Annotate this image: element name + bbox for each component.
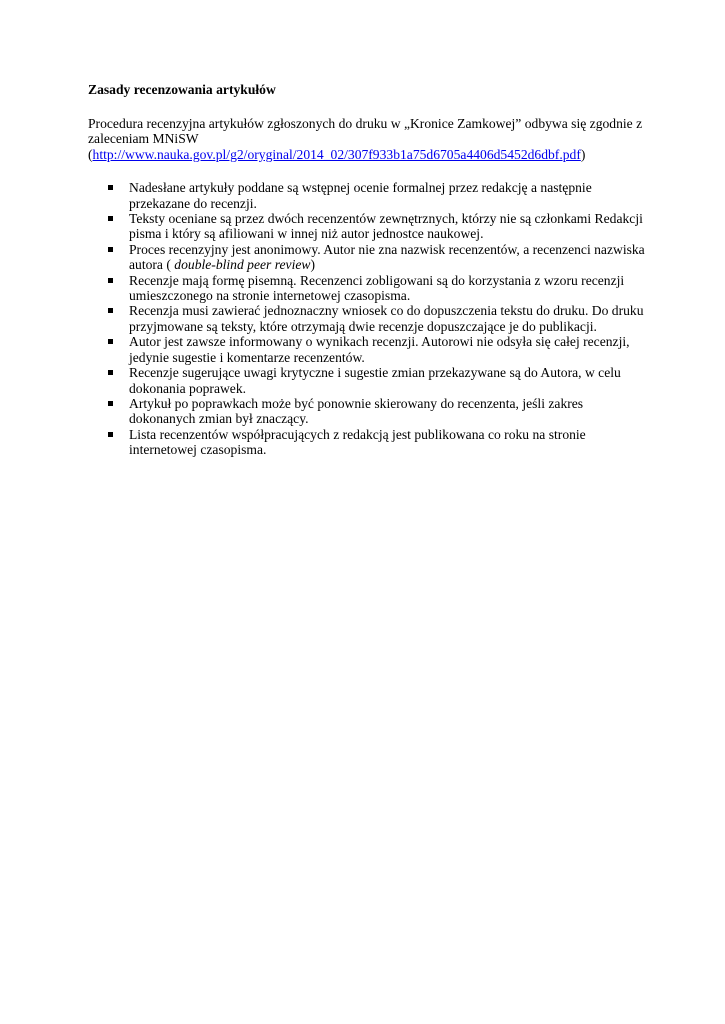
rule-text: Proces recenzyjny jest anonimowy. Autor nie zna nazwisk recenzentów, a recenzenci nazwiska autora ( — [129, 241, 645, 273]
square-bullet-icon — [108, 185, 113, 190]
rule-text: Recenzje mają formę pisemną. Recenzenci zobligowani są do korzystania z wzoru recenzji umieszczonego na stronie internetowej czasopisma. — [129, 272, 625, 304]
link-close-paren: ) — [580, 146, 586, 162]
intro-text: Procedura recenzyjna artykułów zgłoszonych do druku w „Kronice Zamkowej” odbywa się zgodnie z zaleceniam MNiSW — [88, 116, 643, 147]
square-bullet-icon — [108, 432, 113, 437]
document-title: Zasady recenzowania artykułów — [88, 82, 276, 97]
square-bullet-icon — [108, 247, 113, 252]
square-bullet-icon — [108, 278, 113, 283]
square-bullet-icon — [108, 308, 113, 313]
rule-text: Nadesłane artykuły poddane są wstępnej ocenie formalnej przez redakcję a następnie przekazane do recenzji. — [129, 180, 592, 211]
rule-text: Recenzje sugerujące uwagi krytyczne i sugestie zmian przekazywane są do Autora, w celu dokonania poprawek. — [129, 365, 621, 396]
square-bullet-icon — [108, 370, 113, 375]
rule-text-end: ) — [310, 257, 315, 273]
intro-paragraph — [88, 116, 648, 162]
rule-text: Artykuł po poprawkach może być ponownie skierowany do recenzenta, jeśli zakres dokonanych zmian był znaczący. — [129, 395, 584, 427]
rule-item — [88, 334, 648, 365]
rule-item — [88, 273, 648, 304]
rule-item — [88, 427, 648, 458]
square-bullet-icon — [108, 401, 113, 406]
square-bullet-icon — [108, 216, 113, 221]
rule-item — [88, 396, 648, 427]
rule-text: Autor jest zawsze informowany o wynikach recenzji. Autorowi nie odsyła się całej recenzji, jedynie sugestie i komentarze recenzentów. — [129, 334, 630, 365]
rule-item — [88, 180, 648, 211]
rule-text: Teksty oceniane są przez dwóch recenzentów zewnętrznych, którzy nie są członkami Redakcji pisma i który są afiliowani w innej niż autor jednostce naukowej. — [129, 211, 643, 242]
rule-item — [88, 303, 648, 334]
rule-item — [88, 211, 648, 242]
link-open-paren: ( — [88, 146, 93, 162]
rule-text: Recenzja musi zawierać jednoznaczny wniosek co do dopuszczenia tekstu do druku. Do druku przyjmowane są teksty, które otrzymają dwie recenzje dopuszczające je do publikacji. — [129, 303, 644, 334]
review-rules-list — [88, 180, 648, 457]
mnisw-guidelines-link[interactable]: http://www.nauka.gov.pl/g2/oryginal/2014_02/307f933b1a75d6705a4406d5452d6dbf.pdf — [92, 146, 581, 162]
rule-item — [88, 242, 648, 273]
rule-emphasis: double-blind peer review — [174, 257, 311, 273]
document-page — [88, 82, 648, 458]
rule-text: Lista recenzentów współpracujących z redakcją jest publikowana co roku na stronie internetowej czasopisma. — [129, 426, 586, 458]
rule-item — [88, 365, 648, 396]
square-bullet-icon — [108, 339, 113, 344]
